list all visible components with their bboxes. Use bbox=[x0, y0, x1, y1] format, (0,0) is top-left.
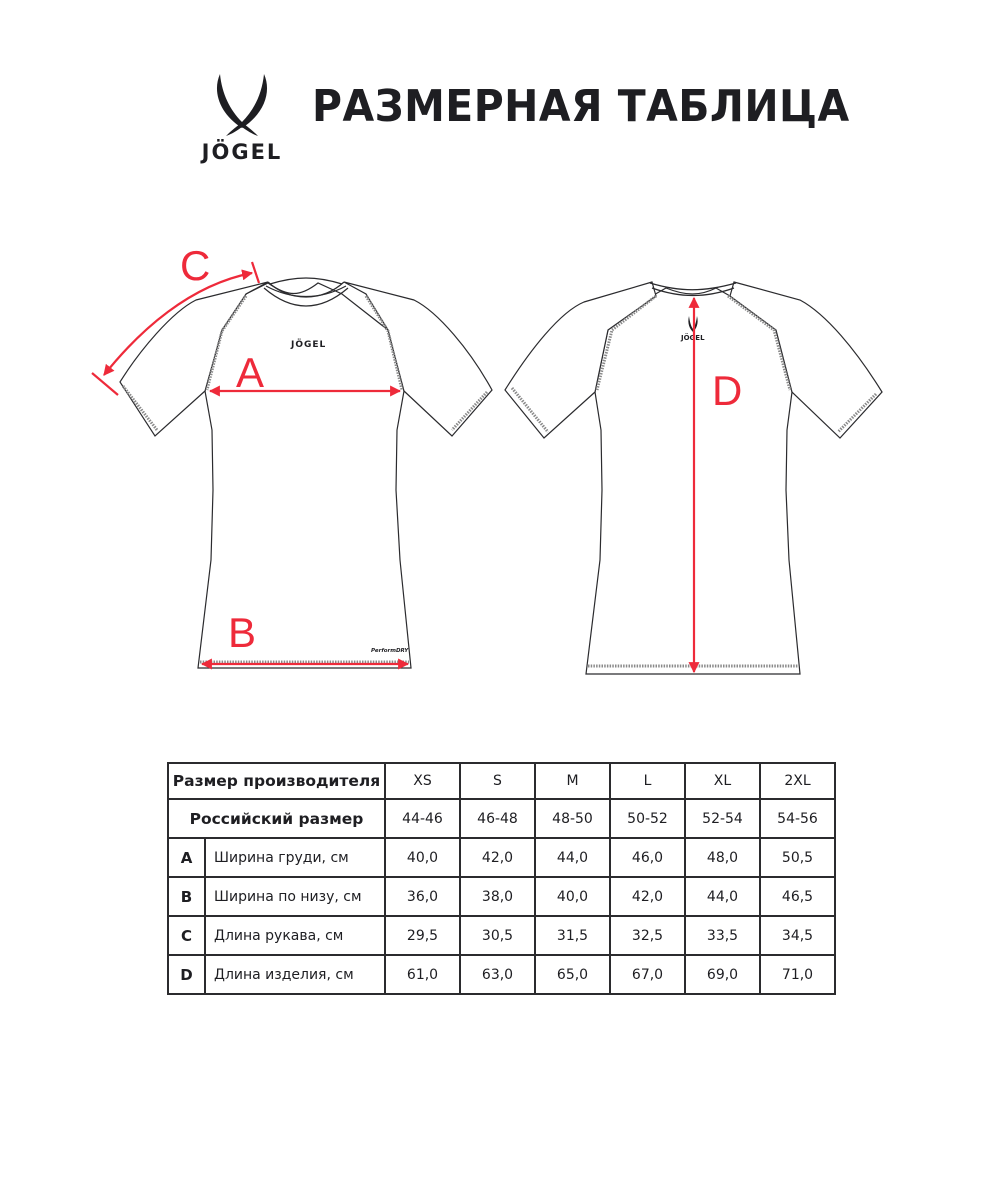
measure-letter: C bbox=[168, 916, 205, 955]
russian-size-cell: 48-50 bbox=[535, 799, 610, 838]
brand-wordmark: JÖGEL bbox=[201, 140, 283, 164]
param-name: Длина изделия, см bbox=[205, 955, 385, 994]
value-cell: 46,5 bbox=[760, 877, 835, 916]
param-name: Ширина по низу, см bbox=[205, 877, 385, 916]
value-cell: 69,0 bbox=[685, 955, 760, 994]
manufacturer-size-header: Размер производителя bbox=[168, 763, 385, 799]
chest-logo-text: JÖGEL bbox=[291, 340, 327, 350]
table-row bbox=[168, 916, 835, 955]
value-cell: 40,0 bbox=[385, 838, 460, 877]
param-name: Ширина груди, см bbox=[205, 838, 385, 877]
table-row-manufacturer-size bbox=[168, 763, 835, 799]
page-title: РАЗМЕРНАЯ ТАБЛИЦА bbox=[312, 81, 850, 132]
measure-d-label: D bbox=[712, 367, 743, 414]
value-cell: 44,0 bbox=[535, 838, 610, 877]
measure-letter: D bbox=[168, 955, 205, 994]
measure-a-label: A bbox=[236, 349, 265, 396]
size-table bbox=[167, 762, 836, 995]
value-cell: 30,5 bbox=[460, 916, 535, 955]
table-row-russian-size bbox=[168, 799, 835, 838]
size-cell: XS bbox=[385, 763, 460, 799]
russian-size-header: Российский размер bbox=[168, 799, 385, 838]
value-cell: 44,0 bbox=[685, 877, 760, 916]
russian-size-cell: 54-56 bbox=[760, 799, 835, 838]
size-cell: M bbox=[535, 763, 610, 799]
value-cell: 42,0 bbox=[460, 838, 535, 877]
value-cell: 31,5 bbox=[535, 916, 610, 955]
value-cell: 50,5 bbox=[760, 838, 835, 877]
measure-c-label: C bbox=[180, 242, 211, 289]
table-row bbox=[168, 877, 835, 916]
performdry-label: PerformDRY bbox=[371, 648, 409, 654]
size-cell: XL bbox=[685, 763, 760, 799]
value-cell: 46,0 bbox=[610, 838, 685, 877]
table-row bbox=[168, 838, 835, 877]
russian-size-cell: 52-54 bbox=[685, 799, 760, 838]
value-cell: 67,0 bbox=[610, 955, 685, 994]
size-cell: 2XL bbox=[760, 763, 835, 799]
value-cell: 29,5 bbox=[385, 916, 460, 955]
value-cell: 65,0 bbox=[535, 955, 610, 994]
value-cell: 61,0 bbox=[385, 955, 460, 994]
measure-b-label: B bbox=[228, 609, 257, 656]
value-cell: 34,5 bbox=[760, 916, 835, 955]
measure-letter: A bbox=[168, 838, 205, 877]
size-cell: S bbox=[460, 763, 535, 799]
russian-size-cell: 46-48 bbox=[460, 799, 535, 838]
size-cell: L bbox=[610, 763, 685, 799]
param-name: Длина рукава, см bbox=[205, 916, 385, 955]
russian-size-cell: 44-46 bbox=[385, 799, 460, 838]
value-cell: 42,0 bbox=[610, 877, 685, 916]
value-cell: 32,5 bbox=[610, 916, 685, 955]
neck-logo-text: JÖGEL bbox=[681, 334, 705, 342]
front-shirt bbox=[120, 278, 492, 668]
value-cell: 71,0 bbox=[760, 955, 835, 994]
value-cell: 33,5 bbox=[685, 916, 760, 955]
measure-letter: B bbox=[168, 877, 205, 916]
value-cell: 40,0 bbox=[535, 877, 610, 916]
value-cell: 48,0 bbox=[685, 838, 760, 877]
value-cell: 38,0 bbox=[460, 877, 535, 916]
value-cell: 36,0 bbox=[385, 877, 460, 916]
table-row bbox=[168, 955, 835, 994]
value-cell: 63,0 bbox=[460, 955, 535, 994]
russian-size-cell: 50-52 bbox=[610, 799, 685, 838]
